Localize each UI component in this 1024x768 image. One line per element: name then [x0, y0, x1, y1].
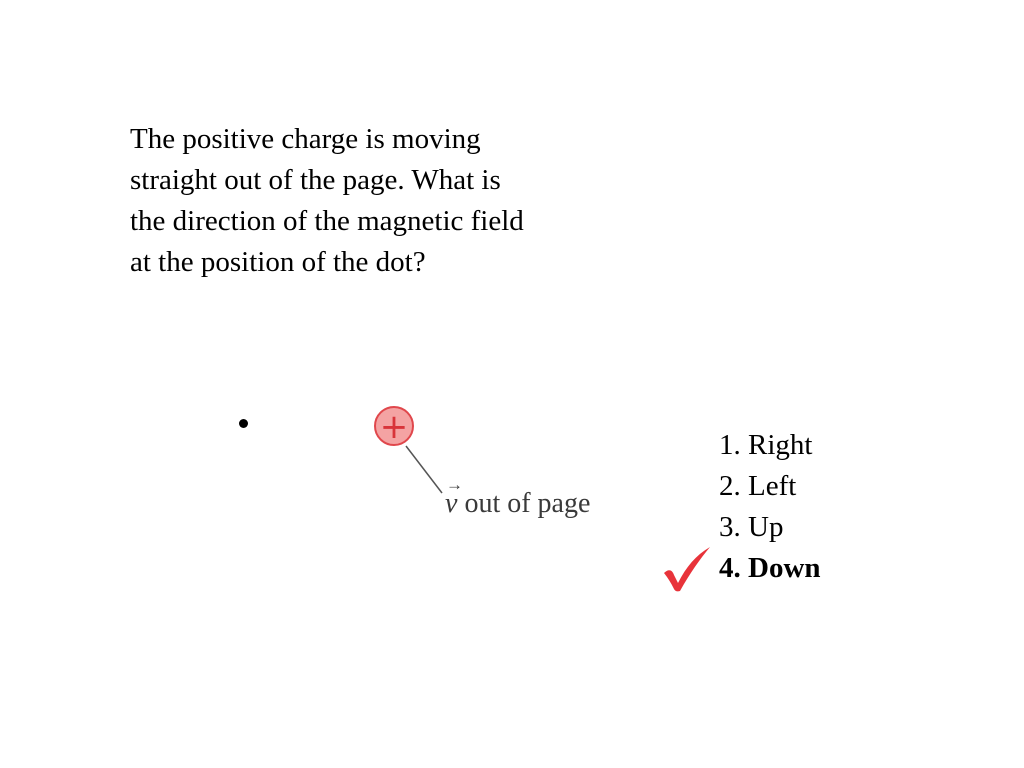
check-mark-icon [660, 545, 712, 593]
check-mark-stroke [664, 547, 710, 591]
leader-line [406, 446, 442, 493]
option-right[interactable]: 1. Right [719, 429, 813, 461]
velocity-description: out of page [457, 488, 591, 519]
vector-arrow-icon: → [446, 475, 463, 494]
question-line: straight out of the page. What is [130, 164, 501, 196]
velocity-vector-symbol [445, 475, 463, 524]
velocity-letter: v [445, 488, 458, 519]
question-line: at the position of the dot? [130, 246, 426, 278]
option-left[interactable]: 2. Left [719, 470, 797, 502]
velocity-label [445, 475, 591, 524]
question-text [130, 119, 610, 283]
answer-options [719, 425, 821, 589]
question-line: the direction of the magnetic field [130, 205, 524, 237]
field-point-dot [239, 419, 248, 428]
question-line: The positive charge is moving [130, 123, 481, 155]
plus-sign-icon: + [379, 407, 409, 447]
option-up[interactable]: 3. Up [719, 511, 784, 543]
option-down[interactable]: 4. Down [719, 552, 821, 584]
